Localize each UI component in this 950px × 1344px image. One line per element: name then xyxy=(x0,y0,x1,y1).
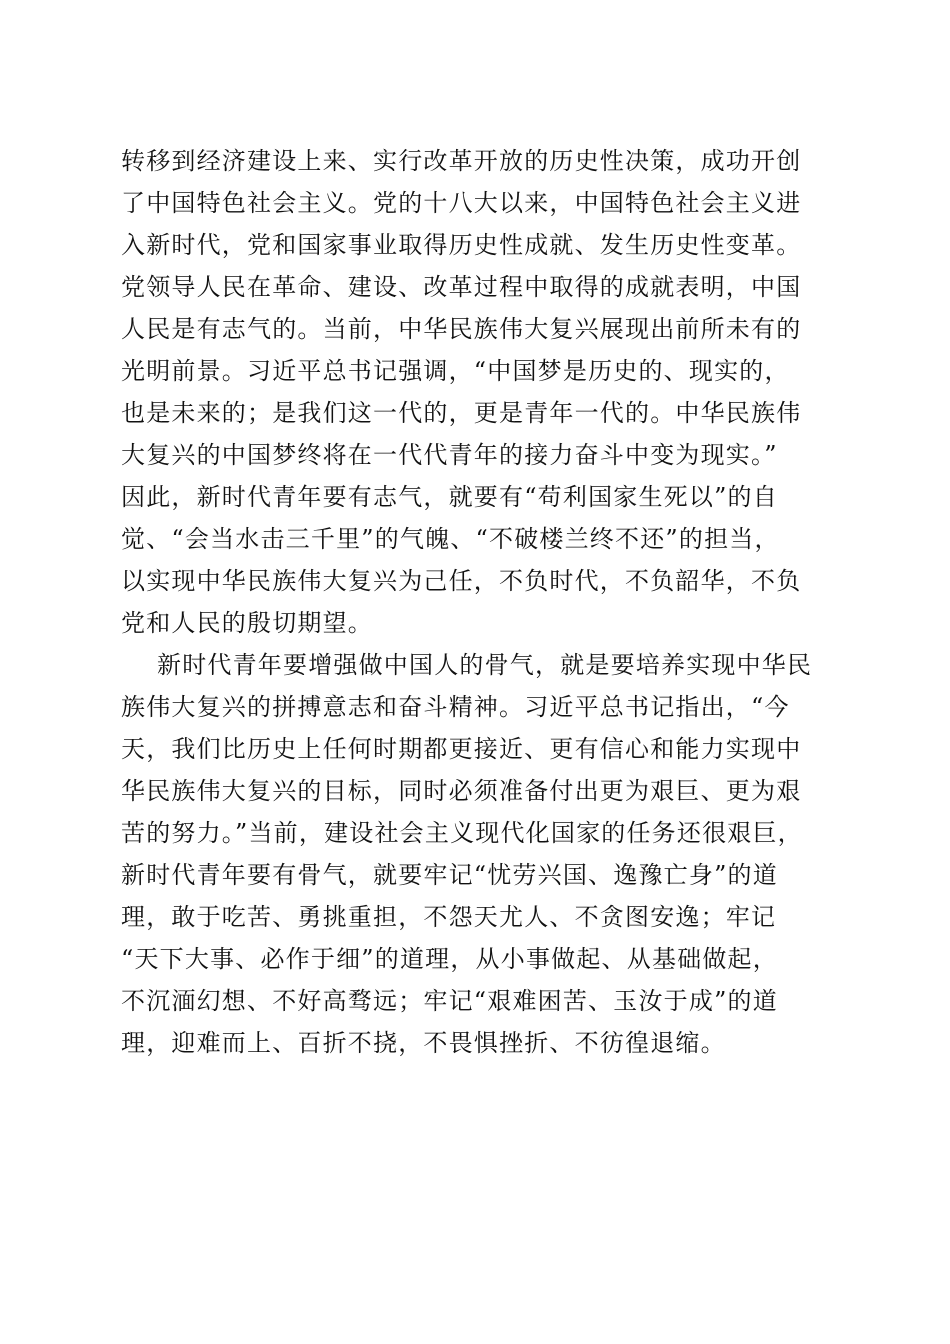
paragraph-line: 大复兴的中国梦终将在一代代青年的接力奋斗中变为现实。” xyxy=(121,441,778,469)
paragraph-line: 转移到经济建设上来、实行改革开放的历史性决策，成功开创 xyxy=(121,147,802,175)
paragraph-line: 不沉湎幻想、不好高骛远；牢记“艰难困苦、玉汝于成”的道 xyxy=(121,987,778,1015)
paragraph-2 xyxy=(121,644,841,1064)
paragraph-line: 族伟大复兴的拼搏意志和奋斗精神。习近平总书记指出，“今 xyxy=(121,693,790,721)
paragraph-line: 苦的努力。”当前，建设社会主义现代化国家的任务还很艰巨， xyxy=(121,819,803,847)
paragraph-line: 觉、“会当水击三千里”的气魄、“不破楼兰终不还”的担当， xyxy=(121,525,780,553)
paragraph-line: 了中国特色社会主义。党的十八大以来，中国特色社会主义进 xyxy=(121,189,802,217)
paragraph-line: 新时代青年要增强做中国人的骨气，就是要培养实现中华民 xyxy=(157,651,813,679)
paragraph-line: 党和人民的殷切期望。 xyxy=(121,609,373,637)
body-text xyxy=(121,140,841,1064)
paragraph-line: 光明前景。习近平总书记强调，“中国梦是历史的、现实的， xyxy=(121,357,790,385)
paragraph-line: “天下大事、必作于细”的道理，从小事做起、从基础做起， xyxy=(121,945,778,973)
paragraph-line: 华民族伟大复兴的目标，同时必须准备付出更为艰巨、更为艰 xyxy=(121,777,802,805)
paragraph-line: 新时代青年要有骨气，就要牢记“忧劳兴国、逸豫亡身”的道 xyxy=(121,861,778,889)
paragraph-line: 因此，新时代青年要有志气，就要有“苟利国家生死以”的自 xyxy=(121,483,778,511)
paragraph-1 xyxy=(121,140,841,644)
paragraph-line: 也是未来的；是我们这一代的，更是青年一代的。中华民族伟 xyxy=(121,399,802,427)
paragraph-line: 党领导人民在革命、建设、改革过程中取得的成就表明，中国 xyxy=(121,273,802,301)
paragraph-line: 以实现中华民族伟大复兴为己任，不负时代，不负韶华，不负 xyxy=(121,567,802,595)
paragraph-line: 天，我们比历史上任何时期都更接近、更有信心和能力实现中 xyxy=(121,735,802,763)
paragraph-line: 人民是有志气的。当前，中华民族伟大复兴展现出前所未有的 xyxy=(121,315,802,343)
paragraph-line: 理，敢于吃苦、勇挑重担，不怨天尤人、不贪图安逸；牢记 xyxy=(121,903,777,931)
paragraph-line: 入新时代，党和国家事业取得历史性成就、发生历史性变革。 xyxy=(121,231,802,259)
paragraph-line: 理，迎难而上、百折不挠，不畏惧挫折、不彷徨退缩。 xyxy=(121,1029,726,1057)
